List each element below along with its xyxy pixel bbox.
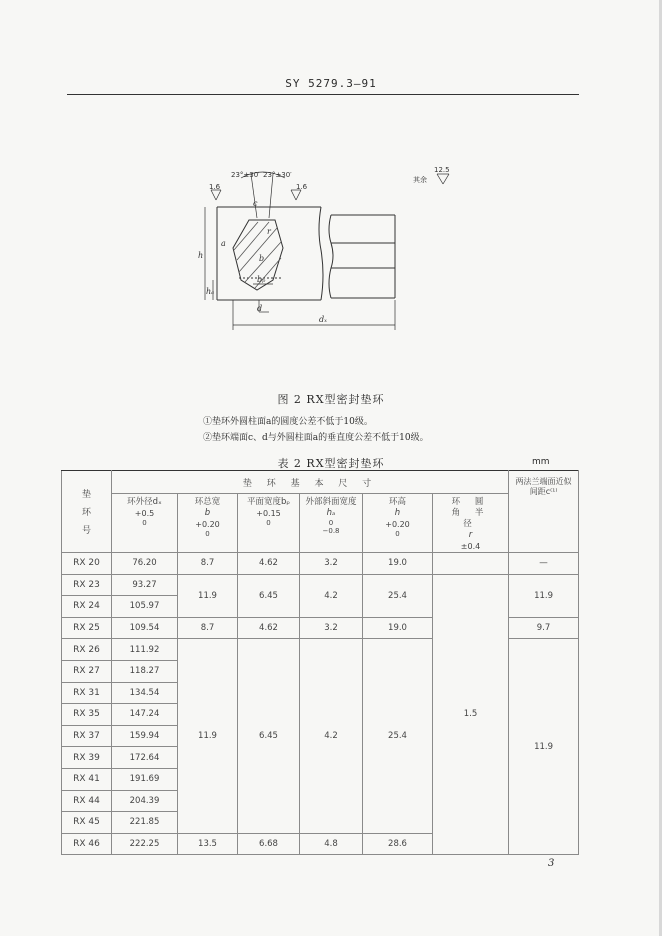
dw-cell: 221.85	[112, 812, 178, 834]
label-b: b	[259, 254, 265, 263]
ring-no-cell: RX 41	[62, 768, 112, 790]
col-header-ha	[300, 494, 363, 553]
gasket-drawing	[185, 160, 485, 340]
dw-cell: 118.27	[112, 660, 178, 682]
col-header-h	[363, 494, 433, 553]
c-cell: —	[509, 553, 579, 575]
col-header-dw	[112, 494, 178, 553]
ring-no-char-1: 垫	[81, 489, 91, 500]
ring-no-header	[62, 471, 112, 553]
r-cell-blank	[433, 553, 509, 575]
col-r-tol: ±0.4	[460, 542, 481, 551]
ha-cell: 3.2	[300, 553, 363, 575]
col-dw-tol-hi: +0.5	[134, 509, 155, 518]
dw-cell: 134.54	[112, 682, 178, 704]
label-dw: dₓ	[319, 315, 327, 324]
col-h-tol-lo: 0	[395, 530, 400, 538]
label-r: r	[267, 227, 271, 236]
h-cell: 28.6	[363, 833, 433, 855]
roughness-right-label: 1.6	[296, 183, 308, 191]
table-caption: 表 2 RX型密封垫环	[277, 457, 385, 470]
b-cell: 13.5	[178, 833, 238, 855]
dw-cell: 105.97	[112, 596, 178, 618]
col-bp-tol-hi: +0.15	[256, 509, 281, 518]
label-ha: hₐ	[206, 287, 215, 296]
label-d: d	[257, 304, 263, 313]
ha-cell: 4.8	[300, 833, 363, 855]
label-c: c	[253, 199, 258, 208]
col-h-tol-hi: +0.20	[385, 520, 410, 529]
col-header-r	[433, 494, 509, 553]
c-cell: 11.9	[509, 574, 579, 617]
ring-no-cell: RX 25	[62, 617, 112, 639]
bp-cell: 6.45	[238, 639, 300, 833]
bp-cell: 4.62	[238, 553, 300, 575]
rest-label: 其余	[413, 176, 427, 184]
ring-no-cell: RX 26	[62, 639, 112, 661]
col-h-sym: h	[394, 508, 401, 518]
ring-no-char-3: 号	[81, 525, 91, 536]
col-ha-tol-hi: 0	[328, 519, 334, 527]
col-header-bp	[238, 494, 300, 553]
dw-cell: 93.27	[112, 574, 178, 596]
note-2: ②垫环端面c、d与外圆柱面a的垂直度公差不低于10级。	[203, 433, 429, 443]
col-r-name: 环 圆 角 半 径	[451, 497, 490, 529]
ring-no-cell: RX 31	[62, 682, 112, 704]
standard-code: SY 5279.3—91	[285, 77, 377, 90]
bp-cell: 6.45	[238, 574, 300, 617]
h-cell: 25.4	[363, 574, 433, 617]
dw-cell: 111.92	[112, 639, 178, 661]
table-row	[62, 574, 579, 596]
ring-no-cell: RX 44	[62, 790, 112, 812]
label-a: a	[221, 239, 226, 248]
roughness-left-label: 1.6	[209, 183, 221, 191]
r-cell: 1.5	[433, 574, 509, 855]
bp-cell: 6.68	[238, 833, 300, 855]
col-h-name: 环高	[388, 497, 406, 507]
col-r-sym: r	[468, 530, 473, 540]
ha-cell: 3.2	[300, 617, 363, 639]
page-number: 3	[548, 858, 555, 869]
col-b-tol-hi: +0.20	[195, 520, 220, 529]
b-cell: 11.9	[178, 639, 238, 833]
table-row	[62, 553, 579, 575]
col-bp-tol-lo: 0	[266, 519, 271, 527]
col-dw-tol-lo: 0	[142, 519, 147, 527]
bp-cell: 4.62	[238, 617, 300, 639]
ring-no-cell: RX 27	[62, 660, 112, 682]
dw-cell: 172.64	[112, 747, 178, 769]
ring-no-cell: RX 23	[62, 574, 112, 596]
dw-cell: 147.24	[112, 704, 178, 726]
h-cell: 25.4	[363, 639, 433, 833]
col-bp-name: 平面宽度bₚ	[246, 497, 291, 507]
ring-no-char-2: 环	[81, 507, 91, 518]
figure-caption: 图 2 RX型密封垫环	[277, 393, 385, 406]
header-rule	[67, 94, 579, 95]
col-b-sym: b	[204, 508, 211, 518]
ha-cell: 4.2	[300, 574, 363, 617]
col-ha-tol-lo: −0.8	[322, 527, 340, 535]
ring-no-cell: RX 45	[62, 812, 112, 834]
dw-cell: 76.20	[112, 553, 178, 575]
dw-cell: 109.54	[112, 617, 178, 639]
unit-label: mm	[532, 457, 550, 467]
ring-no-cell: RX 24	[62, 596, 112, 618]
dw-cell: 204.39	[112, 790, 178, 812]
basic-dimensions-header: 垫 环 基 本 尺 寸	[112, 471, 509, 494]
col-ha-name: 外部斜面宽度	[305, 497, 357, 507]
note-1: ①垫环外圆柱面a的圆度公差不低于10级。	[203, 417, 373, 427]
dw-cell: 159.94	[112, 725, 178, 747]
col-b-tol-lo: 0	[205, 530, 210, 538]
b-cell: 8.7	[178, 617, 238, 639]
h-cell: 19.0	[363, 553, 433, 575]
col-header-b	[178, 494, 238, 553]
dw-cell: 191.69	[112, 768, 178, 790]
b-cell: 8.7	[178, 553, 238, 575]
angle-right-label: 23°±30′	[263, 171, 292, 179]
roughness-rest-label: 12.5	[434, 166, 450, 174]
ring-no-cell: RX 46	[62, 833, 112, 855]
ring-no-cell: RX 39	[62, 747, 112, 769]
ring-no-cell: RX 37	[62, 725, 112, 747]
flange-gap-header: 两法兰端面近似间距c⁽¹⁾	[509, 471, 579, 553]
col-dw-name: 环外径dₓ	[127, 497, 162, 507]
angle-left-label: 23°±30′	[231, 171, 260, 179]
ring-no-cell: RX 35	[62, 704, 112, 726]
label-bp: bₚ	[257, 275, 266, 284]
label-h: h	[198, 251, 204, 260]
ring-dimension-table	[61, 470, 579, 855]
ha-cell: 4.2	[300, 639, 363, 833]
col-ha-sym: hₐ	[326, 508, 336, 518]
dw-cell: 222.25	[112, 833, 178, 855]
c-cell: 11.9	[509, 639, 579, 855]
b-cell: 11.9	[178, 574, 238, 617]
col-b-name: 环总宽	[194, 497, 221, 507]
ring-no-cell: RX 20	[62, 553, 112, 575]
c-cell: 9.7	[509, 617, 579, 639]
h-cell: 19.0	[363, 617, 433, 639]
